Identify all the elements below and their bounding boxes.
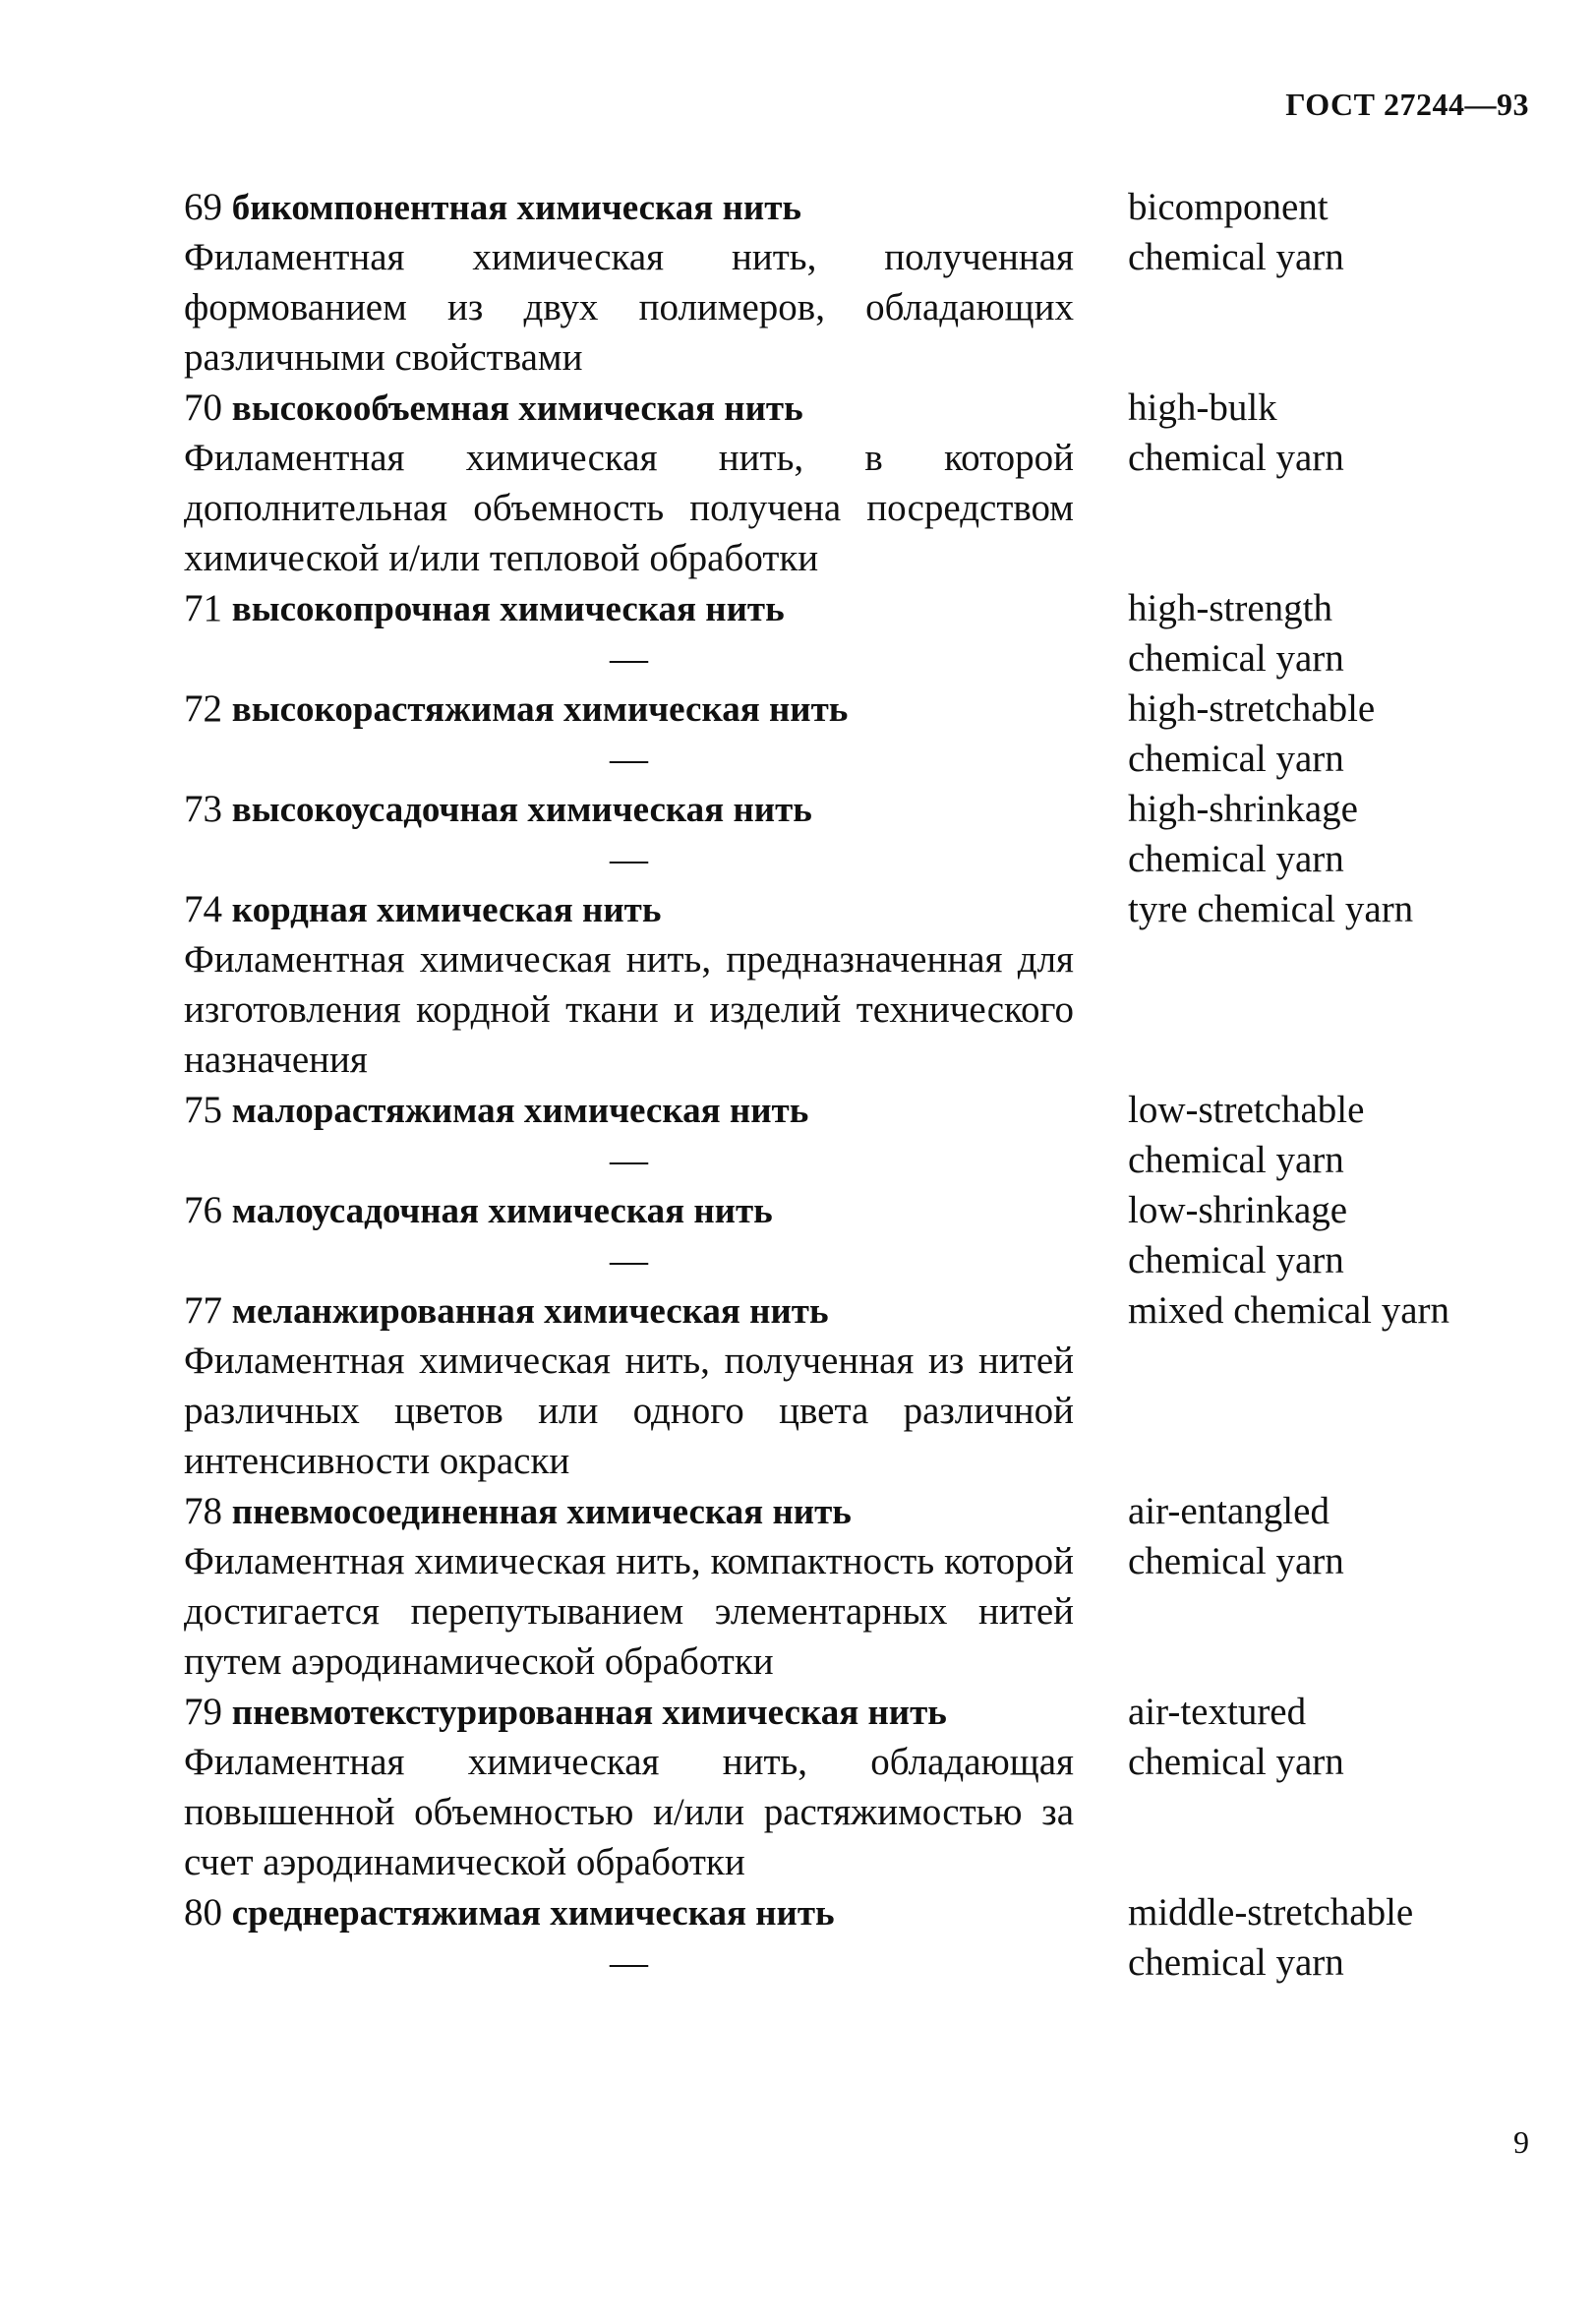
russian-column bbox=[184, 884, 1074, 1085]
term-entry bbox=[184, 1285, 1541, 1486]
definition-dash: — bbox=[610, 637, 648, 680]
english-column bbox=[1128, 1687, 1541, 1887]
english-term-line: high-bulk bbox=[1128, 387, 1277, 429]
term-definition: Филаментная химическая нить, обладающая повышенной объемностью и/или растяжимостью за счет аэродинамической обработки bbox=[184, 1741, 1074, 1883]
english-column bbox=[1128, 1085, 1541, 1185]
russian-column bbox=[184, 1185, 1074, 1285]
russian-column bbox=[184, 1085, 1074, 1185]
english-term-line: chemical yarn bbox=[1128, 738, 1344, 780]
term-name: малоусадочная химическая нить bbox=[231, 1191, 773, 1231]
term-number: 75 bbox=[184, 1089, 222, 1131]
english-column bbox=[1128, 684, 1541, 784]
english-term-line: air-entangled bbox=[1128, 1490, 1330, 1532]
term-entry bbox=[184, 583, 1541, 684]
term-entry bbox=[184, 884, 1541, 1085]
term-entry bbox=[184, 1085, 1541, 1185]
english-term-line: chemical yarn bbox=[1128, 1239, 1344, 1281]
english-column bbox=[1128, 182, 1541, 383]
english-term-line: high-strength bbox=[1128, 587, 1332, 629]
term-heading bbox=[184, 583, 1074, 633]
term-name: высокообъемная химическая нить bbox=[231, 388, 803, 429]
term-entry bbox=[184, 1486, 1541, 1687]
term-name: высокопрочная химическая нить bbox=[231, 589, 785, 629]
term-number: 71 bbox=[184, 587, 222, 629]
term-heading bbox=[184, 1887, 1074, 1937]
term-number: 69 bbox=[184, 186, 222, 228]
term-list bbox=[184, 182, 1541, 1988]
term-name: бикомпонентная химическая нить bbox=[231, 188, 801, 228]
term-heading bbox=[184, 1185, 1074, 1235]
english-column bbox=[1128, 383, 1541, 583]
term-number: 72 bbox=[184, 687, 222, 730]
english-term-line: chemical yarn bbox=[1128, 838, 1344, 880]
russian-column bbox=[184, 1486, 1074, 1687]
term-number: 73 bbox=[184, 788, 222, 830]
english-column bbox=[1128, 1486, 1541, 1687]
english-term-line: bicomponent bbox=[1128, 186, 1329, 228]
term-entry bbox=[184, 784, 1541, 884]
english-term-line: chemical yarn bbox=[1128, 1741, 1344, 1783]
definition-dash: — bbox=[610, 1139, 648, 1181]
english-column bbox=[1128, 1285, 1541, 1486]
definition-dash: — bbox=[610, 838, 648, 880]
english-column bbox=[1128, 884, 1541, 1085]
term-name: высокорастяжимая химическая нить bbox=[231, 689, 849, 730]
term-heading bbox=[184, 383, 1074, 433]
term-heading bbox=[184, 182, 1074, 232]
term-definition: Филаментная химическая нить, в которой дополнительная объемность получена посредством химической и/или тепловой обработки bbox=[184, 437, 1074, 579]
english-term-line: high-stretchable bbox=[1128, 687, 1376, 730]
definition-dash: — bbox=[610, 1239, 648, 1281]
english-term-line: tyre chemical yarn bbox=[1128, 888, 1414, 930]
russian-column bbox=[184, 583, 1074, 684]
term-name: высокоусадочная химическая нить bbox=[231, 790, 812, 830]
english-term-line: low-shrinkage bbox=[1128, 1189, 1348, 1231]
definition-dash: — bbox=[610, 738, 648, 780]
term-heading bbox=[184, 784, 1074, 834]
term-name: меланжированная химическая нить bbox=[231, 1291, 829, 1332]
term-heading bbox=[184, 884, 1074, 934]
term-name: кордная химическая нить bbox=[231, 890, 662, 930]
term-number: 76 bbox=[184, 1189, 222, 1231]
term-number: 70 bbox=[184, 387, 222, 429]
term-entry bbox=[184, 383, 1541, 583]
term-entry bbox=[184, 1887, 1541, 1988]
russian-column bbox=[184, 1687, 1074, 1887]
term-number: 78 bbox=[184, 1490, 222, 1532]
term-entry bbox=[184, 1185, 1541, 1285]
russian-column bbox=[184, 1285, 1074, 1486]
russian-column bbox=[184, 182, 1074, 383]
term-number: 79 bbox=[184, 1691, 222, 1733]
russian-column bbox=[184, 383, 1074, 583]
english-term-line: chemical yarn bbox=[1128, 1941, 1344, 1984]
english-column bbox=[1128, 1185, 1541, 1285]
english-column bbox=[1128, 583, 1541, 684]
term-heading bbox=[184, 684, 1074, 734]
term-name: пневмосоединенная химическая нить bbox=[231, 1492, 852, 1532]
russian-column bbox=[184, 784, 1074, 884]
english-term-line: low-stretchable bbox=[1128, 1089, 1365, 1131]
term-number: 74 bbox=[184, 888, 222, 930]
english-term-line: chemical yarn bbox=[1128, 1139, 1344, 1181]
term-name: малорастяжимая химическая нить bbox=[231, 1091, 809, 1131]
definition-dash: — bbox=[610, 1941, 648, 1984]
english-term-line: chemical yarn bbox=[1128, 236, 1344, 278]
russian-column bbox=[184, 1887, 1074, 1988]
english-term-line: mixed chemical yarn bbox=[1128, 1289, 1450, 1332]
term-heading bbox=[184, 1285, 1074, 1336]
term-heading bbox=[184, 1486, 1074, 1536]
page-number: 9 bbox=[1513, 2124, 1529, 2160]
term-number: 77 bbox=[184, 1289, 222, 1332]
english-term-line: high-shrinkage bbox=[1128, 788, 1358, 830]
english-term-line: chemical yarn bbox=[1128, 437, 1344, 479]
english-term-line: air-textured bbox=[1128, 1691, 1307, 1733]
term-heading bbox=[184, 1085, 1074, 1135]
english-column bbox=[1128, 1887, 1541, 1988]
term-entry bbox=[184, 182, 1541, 383]
document-header: ГОСТ 27244—93 bbox=[1285, 87, 1529, 122]
term-definition: Филаментная химическая нить, предназначенная для изготовления кордной ткани и изделий технического назначения bbox=[184, 938, 1074, 1081]
english-term-line: middle-stretchable bbox=[1128, 1891, 1414, 1934]
term-name: пневмотекстурированная химическая нить bbox=[231, 1693, 947, 1733]
term-definition: Филаментная химическая нить, компактность которой достигается перепутыванием элементарных нитей путем аэродинамической обработки bbox=[184, 1540, 1074, 1683]
term-entry bbox=[184, 1687, 1541, 1887]
term-name: среднерастяжимая химическая нить bbox=[231, 1893, 835, 1934]
term-heading bbox=[184, 1687, 1074, 1737]
russian-column bbox=[184, 684, 1074, 784]
term-entry bbox=[184, 684, 1541, 784]
term-number: 80 bbox=[184, 1891, 222, 1934]
english-column bbox=[1128, 784, 1541, 884]
english-term-line: chemical yarn bbox=[1128, 637, 1344, 680]
english-term-line: chemical yarn bbox=[1128, 1540, 1344, 1582]
term-definition: Филаментная химическая нить, полученная формованием из двух полимеров, обладающих различными свойствами bbox=[184, 236, 1074, 379]
term-definition: Филаментная химическая нить, полученная из нитей различных цветов или одного цвета различной интенсивности окраски bbox=[184, 1340, 1074, 1482]
